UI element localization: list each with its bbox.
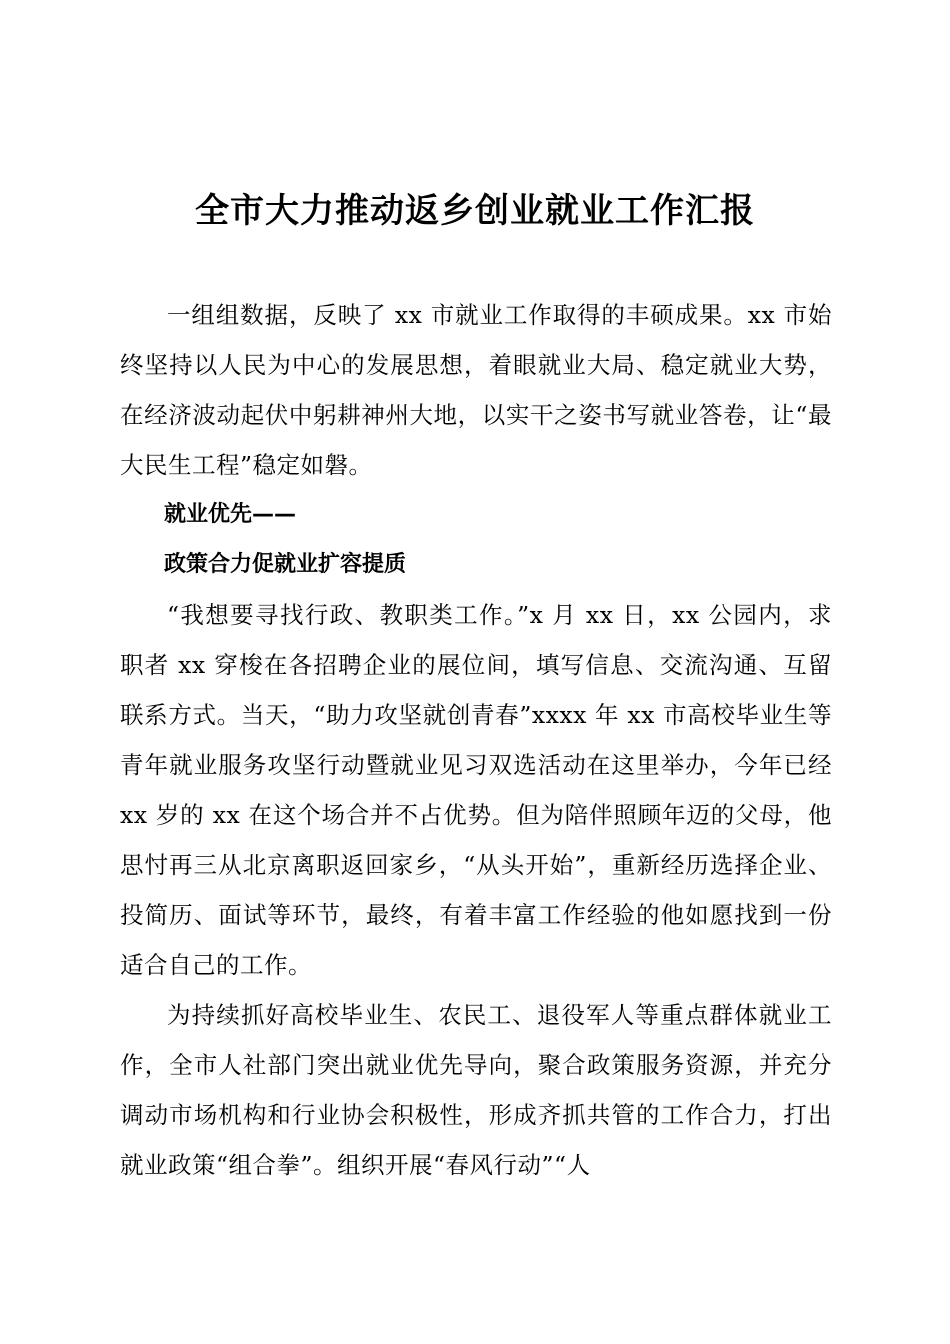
paragraph-policy-measures: 为持续抓好高校毕业生、农民工、退役军人等重点群体就业工作，全市人社部门突出就业优先导向，聚合政策服务资源，并充分调动市场机构和行业协会积极性，形成齐抓共管的工作合力，打出就业政策“组合拳”。组织开展“春风行动”“人	[120, 1001, 832, 1179]
document-title: 全市大力推动返乡创业就业工作汇报	[195, 191, 755, 231]
paragraph-job-seeker-story: “我想要寻找行政、教职类工作。”x 月 xx 日，xx 公园内，求职者 xx 穿梭在各招聘企业的展位间，填写信息、交流沟通、互留联系方式。当天，“助力攻坚就创青春”xxxx 年 xx 市高校毕业生等青年就业服务攻坚行动暨就业见习双选活动在这里举办，今年已经 xx 岁的 xx 在这个场合并不占优势。但为陪伴照顾年迈的父母，他思忖再三从北京离职返回家乡，“从头开始”，重新经历选择企业、投简历、面试等环节，最终，有着丰富工作经验的他如愿找到一份适合自己的工作。	[120, 601, 832, 979]
section-heading-employment-first: 就业优先——	[164, 502, 297, 527]
document-body	[120, 290, 832, 1190]
paragraph-intro: 一组组数据，反映了 xx 市就业工作取得的丰硕成果。xx 市始终坚持以人民为中心的发展思想，着眼就业大局、稳定就业大势，在经济波动起伏中躬耕神州大地，以实干之姿书写就业答卷，让“最大民生工程”稳定如磐。	[120, 301, 832, 479]
section-subheading-policy: 政策合力促就业扩容提质	[164, 552, 407, 577]
